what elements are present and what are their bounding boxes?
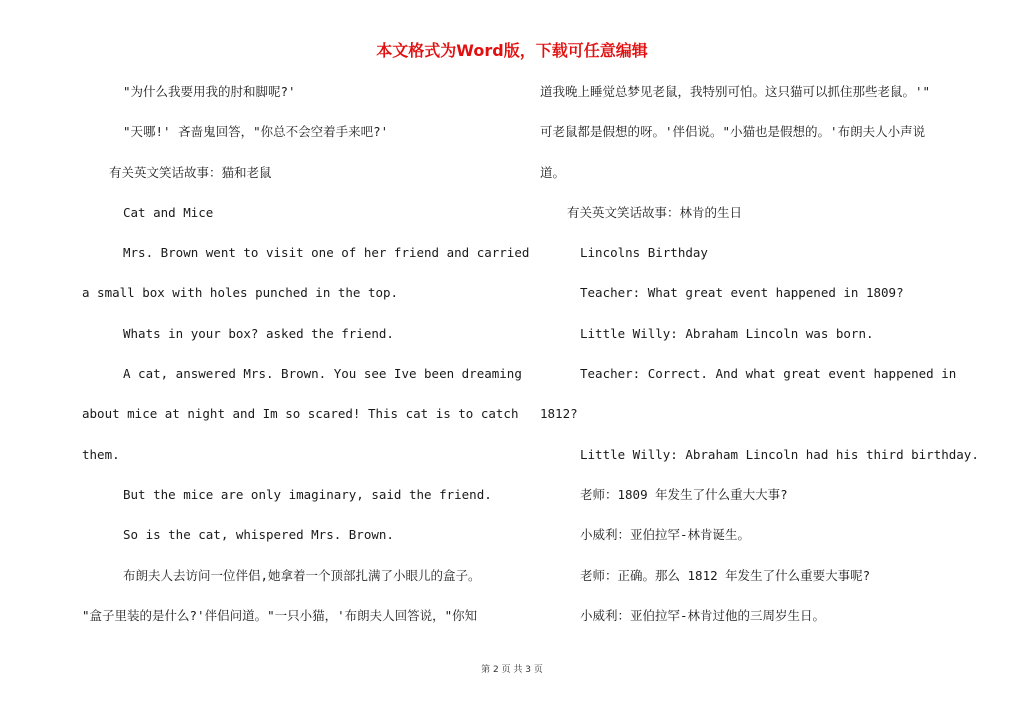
- text-line: "为什么我要用我的肘和脚呢?': [123, 84, 296, 99]
- text-line: Teacher: What great event happened in 1809?: [580, 285, 904, 301]
- text-line: Little Willy: Abraham Lincoln was born.: [580, 325, 874, 341]
- text-line: 道。: [540, 164, 566, 180]
- section-heading: 有关英文笑话故事：林肯的生日: [567, 204, 743, 220]
- left-column: [82, 72, 530, 636]
- text-line: about mice at night and Im so scared! This cat is to catch: [82, 406, 519, 422]
- section-heading: 有关英文笑话故事：猫和老鼠: [109, 164, 272, 180]
- text-line: 布朗夫人去访问一位伴侣,她拿着一个顶部扎满了小眼儿的盒子。: [123, 567, 481, 583]
- text-line: 老师：1809 年发生了什么重大大事?: [580, 486, 788, 502]
- text-line: a small box with holes punched in the top.: [82, 285, 399, 301]
- text-line: them.: [82, 446, 120, 462]
- text-line: Mrs. Brown went to visit one of her friend and carried: [123, 245, 530, 261]
- text-line: "盒子里装的是什么?'伴侣问道。"一只小猫，'布朗夫人回答说，"你知: [82, 607, 478, 623]
- text-line: So is the cat, whispered Mrs. Brown.: [123, 527, 394, 543]
- text-line: 老师：正确。那么 1812 年发生了什么重要大事呢?: [580, 567, 871, 583]
- text-line: 1812?: [540, 406, 578, 422]
- text-line: 小威利：亚伯拉罕-林肯过他的三周岁生日。: [580, 607, 826, 623]
- right-column: [540, 72, 980, 636]
- text-line: 可老鼠都是假想的呀。'伴侣说。"小猫也是假想的。'布朗夫人小声说: [540, 124, 926, 140]
- text-line: Little Willy: Abraham Lincoln had his third birthday.: [580, 446, 979, 462]
- page-number: 第 2 页 共 3 页: [481, 665, 543, 675]
- text-line: A cat, answered Mrs. Brown. You see Ive been dreaming: [123, 366, 522, 382]
- text-line: But the mice are only imaginary, said the friend.: [123, 486, 492, 502]
- story-title: Lincolns Birthday: [580, 245, 708, 261]
- story-title: Cat and Mice: [123, 204, 214, 220]
- text-line: Whats in your box? asked the friend.: [123, 325, 394, 341]
- download-banner: 本文格式为Word版，下载可任意编辑: [376, 41, 648, 60]
- text-line: "天哪!' 吝啬鬼回答，"你总不会空着手来吧?': [123, 124, 389, 140]
- text-line: 道我晚上睡觉总梦见老鼠，我特别可怕。这只猫可以抓住那些老鼠。'": [540, 84, 931, 99]
- text-line: Teacher: Correct. And what great event happened in: [580, 366, 957, 382]
- text-line: 小威利：亚伯拉罕-林肯诞生。: [580, 527, 751, 543]
